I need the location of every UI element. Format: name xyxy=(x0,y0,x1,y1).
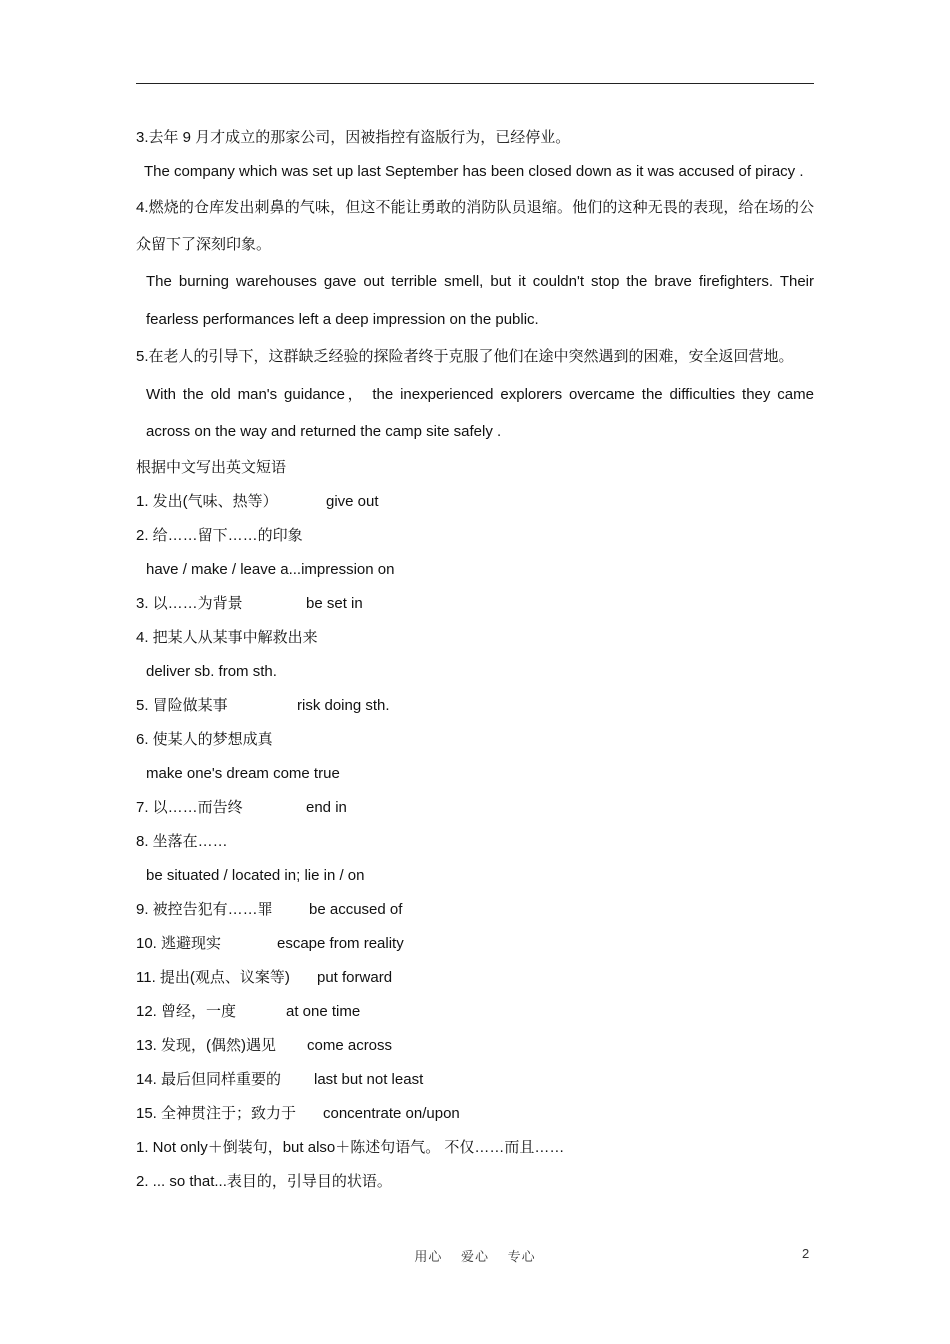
phrase-chinese: 11. 提出(观点、议案等) xyxy=(136,968,290,986)
phrase-english: come across xyxy=(307,1036,393,1054)
phrase-chinese: 13. 发现，(偶然)遇见 xyxy=(136,1036,277,1054)
phrase-chinese: 6. 使某人的梦想成真 xyxy=(136,730,273,748)
phrase-chinese: 15. 全神贯注于；致力于 xyxy=(136,1104,297,1122)
phrase-english: make one's dream come true xyxy=(146,764,340,782)
phrases-heading: 根据中文写出英文短语 xyxy=(136,458,287,476)
phrase-english: risk doing sth. xyxy=(297,696,390,714)
phrase-item xyxy=(136,1063,814,1097)
phrase-item xyxy=(136,893,814,927)
phrase-chinese: 7. 以……而告终 xyxy=(136,798,243,816)
grammar-note: 1. Not only＋倒装句，but also＋陈述句语气。 不仅……而且…… xyxy=(136,1138,565,1156)
phrase-item xyxy=(136,927,814,961)
phrase-item xyxy=(136,587,814,621)
sentence-4-chinese: 4.燃烧的仓库发出刺鼻的气味，但这不能让勇敢的消防队员退缩。他们的这种无畏的表现，给在场的公众留下了深刻印象。 xyxy=(136,199,814,253)
phrase-english: escape from reality xyxy=(277,934,404,952)
header-rule xyxy=(136,83,814,84)
phrase-item xyxy=(136,961,814,995)
phrase-english: have / make / leave a...impression on xyxy=(146,560,395,578)
phrase-english: give out xyxy=(326,492,379,510)
sentence-5-english: With the old man's guidance， the inexperienced explorers overcame the difficulties they came across on the way and returned the camp site safely . xyxy=(146,385,814,440)
phrase-item xyxy=(136,1029,814,1063)
sentence-3-english: The company which was set up last September has been closed down as it was accused of piracy . xyxy=(144,163,804,180)
phrase-chinese: 12. 曾经，一度 xyxy=(136,1002,237,1020)
phrase-chinese: 2. 给……留下……的印象 xyxy=(136,526,303,544)
grammar-note: 2. ... so that...表目的，引导目的状语。 xyxy=(136,1172,392,1190)
sentence-3-chinese: 3.去年 9 月才成立的那家公司，因被指控有盗版行为，已经停业。 xyxy=(136,129,571,146)
phrase-chinese: 5. 冒险做某事 xyxy=(136,696,228,714)
phrase-chinese: 1. 发出(气味、热等） xyxy=(136,492,278,510)
phrase-chinese: 4. 把某人从某事中解救出来 xyxy=(136,628,318,646)
sentence-5-chinese: 5.在老人的引导下，这群缺乏经验的探险者终于克服了他们在途中突然遇到的困难，安全返回营地。 xyxy=(136,348,794,365)
phrase-english: be set in xyxy=(306,594,363,612)
phrase-item xyxy=(136,689,814,723)
phrase-english: end in xyxy=(306,798,347,816)
phrase-item xyxy=(136,485,814,519)
phrase-english: last but not least xyxy=(314,1070,424,1088)
phrase-item xyxy=(136,1097,814,1131)
phrase-item xyxy=(136,995,814,1029)
phrase-english: put forward xyxy=(317,968,393,986)
phrase-chinese: 9. 被控告犯有……罪 xyxy=(136,900,273,918)
phrase-item xyxy=(136,791,814,825)
phrase-chinese: 14. 最后但同样重要的 xyxy=(136,1070,282,1088)
phrase-chinese: 10. 逃避现实 xyxy=(136,934,222,952)
sentence-4-english: The burning warehouses gave out terrible smell, but it couldn't stop the brave firefighters. Their fearless performances left a deep impression on the public. xyxy=(146,273,814,328)
phrase-english: concentrate on/upon xyxy=(323,1104,460,1122)
page-content xyxy=(136,121,814,1199)
phrase-english: at one time xyxy=(286,1002,361,1020)
footer-motto: 用心 爱心 专心 xyxy=(414,1249,536,1264)
phrase-chinese: 3. 以……为背景 xyxy=(136,594,243,612)
page-number: 2 xyxy=(802,1246,810,1261)
phrase-english: deliver sb. from sth. xyxy=(146,662,277,680)
phrase-english: be accused of xyxy=(309,900,403,918)
phrase-english: be situated / located in; lie in / on xyxy=(146,866,365,884)
phrase-chinese: 8. 坐落在…… xyxy=(136,832,228,850)
